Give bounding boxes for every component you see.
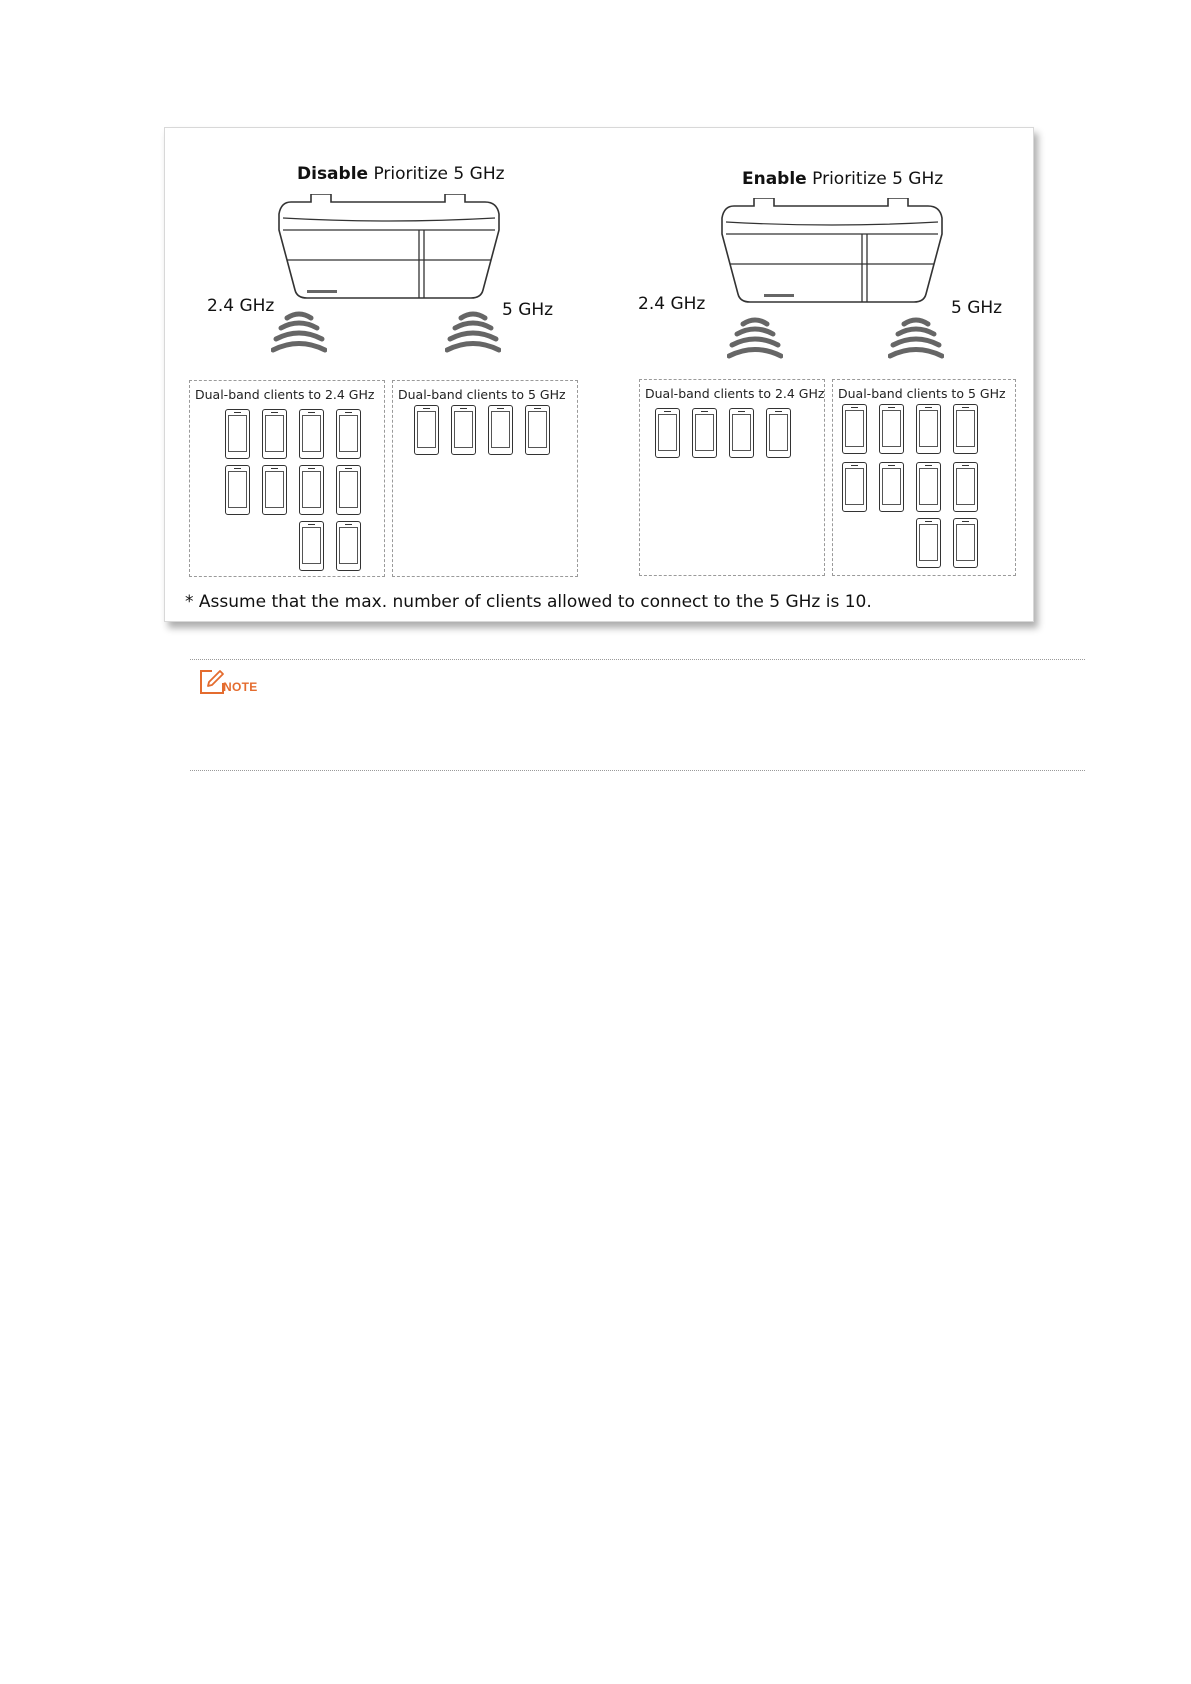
client-phone-icon bbox=[879, 404, 904, 454]
figure-footnote: * Assume that the max. number of clients allowed to connect to the 5 GHz is 10. bbox=[185, 592, 872, 612]
client-phone-icon bbox=[842, 462, 867, 512]
client-phone-icon bbox=[299, 465, 324, 515]
group-label: Dual-band clients to 5 GHz bbox=[838, 386, 1006, 401]
right-panel-title: Enable Prioritize 5 GHz bbox=[742, 169, 944, 189]
client-phone-icon bbox=[842, 404, 867, 454]
wifi-waves-icon bbox=[271, 310, 327, 358]
client-phone-icon bbox=[225, 409, 250, 459]
client-phone-icon bbox=[655, 408, 680, 458]
client-phone-icon bbox=[299, 409, 324, 459]
router-left bbox=[269, 194, 509, 304]
client-phone-icon bbox=[225, 465, 250, 515]
left-band-24ghz: 2.4 GHz bbox=[207, 296, 275, 316]
note-divider-top bbox=[190, 659, 1085, 660]
client-phone-icon bbox=[953, 462, 978, 512]
client-phone-icon bbox=[916, 404, 941, 454]
right-band-24ghz: 2.4 GHz bbox=[638, 294, 706, 314]
group-label: Dual-band clients to 5 GHz bbox=[398, 387, 566, 402]
note-label: NOTE bbox=[223, 680, 258, 694]
left-group-5ghz bbox=[392, 380, 578, 577]
client-phone-icon bbox=[766, 408, 791, 458]
client-phone-icon bbox=[451, 405, 476, 455]
client-phone-icon bbox=[336, 409, 361, 459]
client-phone-icon bbox=[879, 462, 904, 512]
wifi-waves-icon bbox=[727, 316, 783, 364]
group-label: Dual-band clients to 2.4 GHz bbox=[195, 387, 375, 402]
client-phone-icon bbox=[299, 521, 324, 571]
client-phone-icon bbox=[692, 408, 717, 458]
client-phone-icon bbox=[488, 405, 513, 455]
left-group-24ghz bbox=[189, 380, 385, 577]
client-phone-icon bbox=[336, 521, 361, 571]
client-phone-icon bbox=[336, 465, 361, 515]
left-panel-title: Disable Prioritize 5 GHz bbox=[297, 164, 505, 184]
left-band-5ghz: 5 GHz bbox=[502, 300, 554, 320]
right-group-24ghz bbox=[639, 379, 825, 576]
client-phone-icon bbox=[262, 409, 287, 459]
client-phone-icon bbox=[729, 408, 754, 458]
client-phone-icon bbox=[262, 465, 287, 515]
right-group-5ghz bbox=[832, 379, 1016, 576]
prioritize-5ghz-diagram bbox=[164, 127, 1034, 622]
right-band-5ghz: 5 GHz bbox=[951, 298, 1003, 318]
wifi-waves-icon bbox=[445, 310, 501, 358]
wifi-waves-icon bbox=[888, 316, 944, 364]
client-phone-icon bbox=[916, 518, 941, 568]
note-divider-bottom bbox=[190, 770, 1085, 771]
client-phone-icon bbox=[953, 518, 978, 568]
router-right bbox=[712, 198, 952, 308]
client-phone-icon bbox=[525, 405, 550, 455]
group-label: Dual-band clients to 2.4 GHz bbox=[645, 386, 825, 401]
note-pencil-icon bbox=[198, 668, 226, 696]
client-phone-icon bbox=[953, 404, 978, 454]
client-phone-icon bbox=[414, 405, 439, 455]
client-phone-icon bbox=[916, 462, 941, 512]
